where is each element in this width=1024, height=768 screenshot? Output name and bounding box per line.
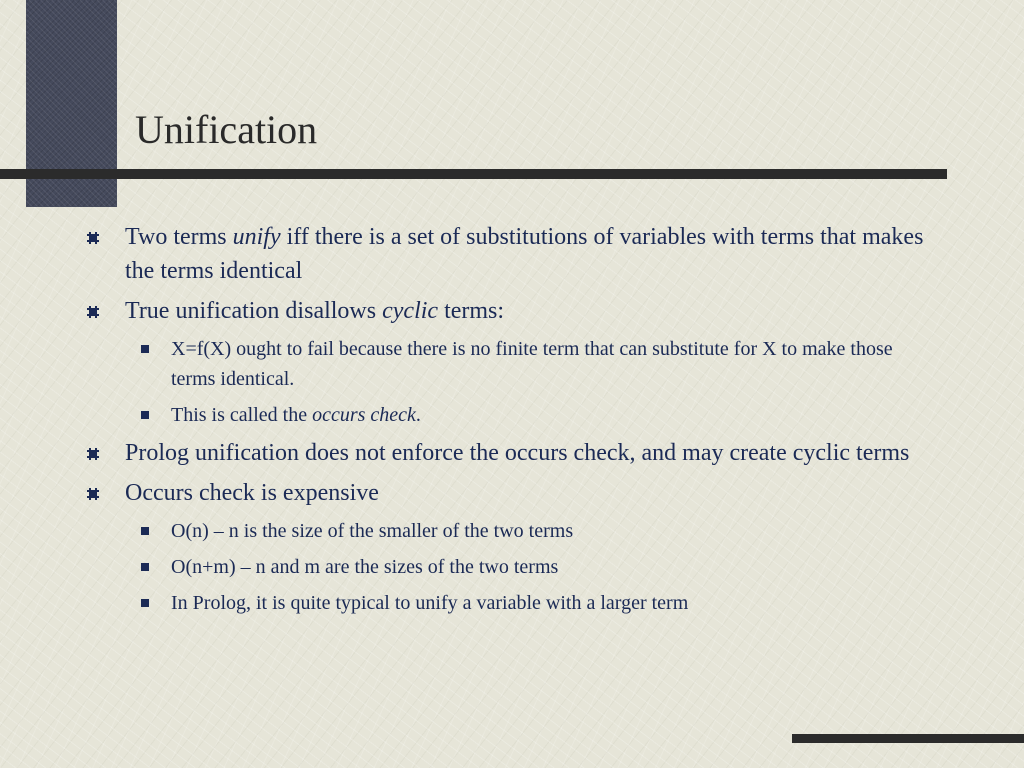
bullet-text-segment: iff there is a set of substitutions of variables with terms that makes the terms identical	[125, 224, 924, 284]
sub-bullet-item	[86, 552, 936, 582]
slide-title: Unification	[135, 107, 318, 152]
bullet-text-segment: terms:	[438, 298, 505, 324]
filled-square-bullet-icon	[141, 527, 149, 535]
emphasized-term: cyclic	[382, 298, 439, 324]
bullet-group	[86, 436, 936, 470]
bullet-text-segment: This is called the	[171, 404, 313, 426]
bullet-list	[86, 220, 936, 624]
bullet-item	[86, 476, 936, 510]
filled-square-bullet-icon	[141, 563, 149, 571]
sub-bullet-item	[86, 516, 936, 546]
bullet-text-segment: Two terms	[125, 224, 233, 250]
bullet-text-segment: In Prolog, it is quite typical to unify a variable with a larger term	[171, 592, 689, 614]
bullet-text-segment: O(n) – n is the size of the smaller of the two terms	[171, 520, 574, 542]
sub-bullet-item	[86, 400, 936, 430]
bullet-text-segment: X=f(X) ought to fail because there is no finite term that can substitute for X to make those terms identical.	[171, 338, 893, 390]
bullet-group	[86, 220, 936, 288]
emphasized-term: unify	[232, 224, 281, 250]
bullet-item	[86, 294, 936, 328]
hash-square-bullet-icon	[87, 232, 99, 244]
title-divider-rule	[0, 169, 947, 179]
bullet-item	[86, 436, 936, 470]
bullet-text-segment: Prolog unification does not enforce the occurs check, and may create cyclic terms	[125, 440, 910, 466]
hash-square-bullet-icon	[87, 306, 99, 318]
bullet-text-segment: .	[415, 404, 421, 426]
hash-square-bullet-icon	[87, 448, 99, 460]
emphasized-term: occurs check	[312, 404, 416, 426]
bullet-text-segment: Occurs check is expensive	[125, 480, 379, 506]
bullet-group	[86, 476, 936, 618]
filled-square-bullet-icon	[141, 599, 149, 607]
bullet-item	[86, 220, 936, 288]
sub-bullet-item	[86, 334, 936, 394]
hash-square-bullet-icon	[87, 488, 99, 500]
bottom-divider-rule	[792, 734, 1024, 743]
bullet-text-segment: True unification disallows	[125, 298, 383, 324]
filled-square-bullet-icon	[141, 411, 149, 419]
bullet-text-segment: O(n+m) – n and m are the sizes of the two terms	[171, 556, 559, 578]
sub-bullet-item	[86, 588, 936, 618]
bullet-group	[86, 294, 936, 430]
filled-square-bullet-icon	[141, 345, 149, 353]
